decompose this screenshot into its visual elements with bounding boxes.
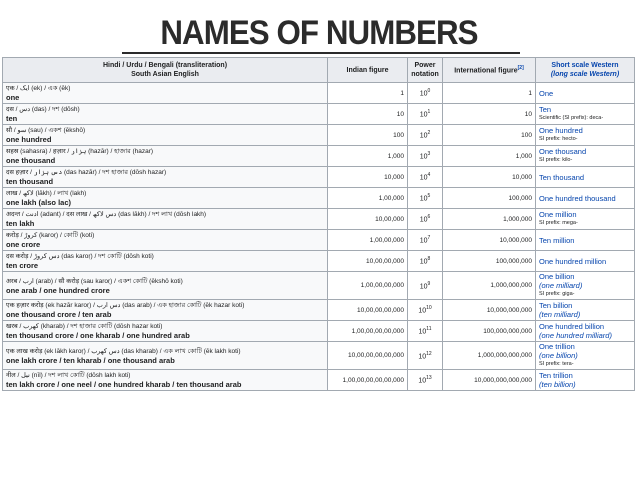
header-intl-label: International figure	[454, 67, 518, 75]
header-native-line1: Hindi / Urdu / Bengali (transliteration)	[102, 62, 228, 69]
power-notation	[408, 104, 443, 125]
short-scale-cell	[536, 342, 635, 370]
si-prefix-note: SI prefix: tera-	[539, 361, 574, 367]
native-name: एक लाख करोड़ (ek lākh karoṛ) / دس کھرب (das kharab) / এক লাখ কোটি (ēk lakh koti)	[6, 347, 241, 355]
header-native-line2: South Asian English	[131, 71, 199, 78]
native-name: लाख / لاکھ (lākh) / লাখ (lakh)	[6, 190, 87, 197]
native-name: अदन्त / ادنت (adant) / दस लाख / دس لاکھ (das lākh) / দশ লাখ (dōsh lakh)	[6, 211, 207, 218]
native-name: सौ / سو (sau) / একশ (ēkshō)	[6, 127, 86, 134]
international-figure: 1,000,000,000	[443, 272, 536, 300]
table-row	[3, 321, 635, 342]
power-base: 10	[418, 353, 427, 361]
short-scale-cell	[536, 125, 635, 146]
international-figure: 10	[443, 104, 536, 125]
short-scale-name[interactable]: One million	[539, 210, 577, 219]
power-notation	[408, 230, 443, 251]
international-figure: 1,000,000	[443, 209, 536, 230]
native-name: खरब / کھرب (kharab) / দশ হাজার কোটি (dōsh hazar koti)	[6, 323, 163, 330]
indian-figure: 10,000	[328, 167, 408, 188]
native-name-cell	[3, 83, 328, 104]
short-scale-name[interactable]: Ten billion	[539, 301, 573, 310]
power-notation	[408, 167, 443, 188]
indian-figure: 10,00,00,000	[328, 251, 408, 272]
english-name: one lakh (also lac)	[6, 198, 72, 207]
short-scale-cell	[536, 209, 635, 230]
power-base: 10	[419, 153, 428, 161]
short-scale-name[interactable]: One trillion	[539, 342, 575, 351]
short-scale-cell	[536, 146, 635, 167]
power-exponent: 13	[426, 375, 432, 382]
table-row	[3, 370, 635, 391]
short-scale-cell	[536, 300, 635, 321]
native-name-cell	[3, 321, 328, 342]
si-prefix-note: SI prefix: giga-	[539, 291, 575, 297]
long-scale-name[interactable]: (one hundred milliard)	[539, 331, 612, 340]
power-base: 10	[418, 328, 427, 336]
indian-figure: 10	[328, 104, 408, 125]
power-base: 10	[419, 237, 428, 245]
international-figure: 1,000	[443, 146, 536, 167]
power-notation	[408, 321, 443, 342]
si-prefix-note: Scientific (SI prefix): deca-	[539, 115, 604, 121]
short-scale-name[interactable]: One hundred million	[539, 256, 607, 266]
power-notation	[408, 146, 443, 167]
header-short-line2[interactable]: (long scale Western)	[550, 71, 620, 78]
indian-figure: 100	[328, 125, 408, 146]
short-scale-name[interactable]: One hundred thousand	[539, 193, 616, 203]
indian-figure: 10,00,00,00,000	[328, 300, 408, 321]
si-prefix-note: SI prefix: mega-	[539, 220, 578, 226]
short-scale-cell	[536, 104, 635, 125]
power-base: 10	[418, 377, 427, 385]
native-name: करोड़ / کروڑ (karoṛ) / কোটি (koti)	[6, 232, 95, 239]
english-name: ten	[6, 114, 18, 123]
short-scale-cell	[536, 167, 635, 188]
power-exponent: 9	[427, 280, 431, 287]
title-underline	[122, 52, 520, 54]
power-exponent: 12	[426, 350, 432, 357]
english-name: one thousand	[6, 156, 56, 165]
indian-figure: 1,000	[328, 146, 408, 167]
table-row	[3, 209, 635, 230]
table-row	[3, 251, 635, 272]
short-scale-cell	[536, 188, 635, 209]
header-intl-reference-link[interactable]: [2]	[517, 65, 524, 72]
header-power-line2: notation	[411, 71, 439, 78]
long-scale-name[interactable]: (one milliard)	[539, 281, 583, 290]
native-name: एक / ایک (ek) / এক (ēk)	[6, 85, 71, 92]
power-base: 10	[419, 283, 428, 291]
english-name: one crore	[6, 240, 41, 249]
english-name: ten thousand	[6, 177, 54, 186]
native-name-cell	[3, 209, 328, 230]
power-notation	[408, 188, 443, 209]
slide-title: NAMES OF NUMBERS	[160, 14, 478, 52]
indian-figure: 1,00,000	[328, 188, 408, 209]
power-notation	[408, 370, 443, 391]
international-figure: 10,000,000,000,000	[443, 370, 536, 391]
power-base: 10	[419, 258, 428, 266]
power-exponent: 8	[427, 256, 431, 263]
short-scale-cell	[536, 230, 635, 251]
power-notation	[408, 272, 443, 300]
short-scale-name[interactable]: One hundred	[539, 126, 583, 135]
indian-figure: 10,00,000	[328, 209, 408, 230]
table-row	[3, 300, 635, 321]
si-prefix-note: SI prefix: hecto-	[539, 136, 578, 142]
short-scale-name[interactable]: One hundred billion	[539, 322, 605, 331]
power-base: 10	[419, 174, 428, 182]
power-exponent: 1	[427, 109, 431, 116]
power-base: 10	[419, 111, 428, 119]
short-scale-name[interactable]: Ten million	[539, 235, 575, 245]
power-base: 10	[419, 132, 428, 140]
english-name: ten lakh crore / one neel / one hundred kharab / ten thousand arab	[6, 380, 242, 389]
international-figure: 100,000,000	[443, 251, 536, 272]
table-row	[3, 188, 635, 209]
table-row	[3, 104, 635, 125]
native-name: दस हज़ार / دس ہزار (das hazār) / দশ হাজার (dōsh hazar)	[6, 169, 167, 176]
table-header-row	[3, 58, 635, 83]
native-name-cell	[3, 146, 328, 167]
english-name: ten crore	[6, 261, 39, 270]
native-name-cell	[3, 125, 328, 146]
international-figure: 100,000,000,000	[443, 321, 536, 342]
power-base: 10	[419, 216, 428, 224]
header-power-line1: Power	[414, 62, 436, 69]
header-native	[3, 58, 328, 83]
international-figure: 1,000,000,000,000	[443, 342, 536, 370]
indian-figure: 1,00,00,00,00,000	[328, 321, 408, 342]
international-figure: 10,000,000,000	[443, 300, 536, 321]
indian-figure: 1	[328, 83, 408, 104]
power-exponent: 5	[427, 193, 431, 200]
native-name: अरब / ارب (arab) / सौ करोड़ (sau karoṛ) / একশ কোটি (ēkshō koti)	[6, 277, 183, 285]
short-scale-cell	[536, 251, 635, 272]
international-figure: 10,000	[443, 167, 536, 188]
native-name-cell	[3, 167, 328, 188]
short-scale-name[interactable]: One	[539, 88, 554, 98]
short-scale-name[interactable]: One thousand	[539, 147, 587, 156]
power-notation	[408, 209, 443, 230]
long-scale-name[interactable]: (one billion)	[539, 351, 578, 360]
short-scale-cell	[536, 370, 635, 391]
power-notation	[408, 125, 443, 146]
header-power-notation	[408, 58, 443, 83]
english-name: one	[6, 93, 20, 102]
native-name: दस करोड़ / دس کروڑ (das karoṛ) / দশ কোটি (dōsh koti)	[6, 253, 154, 260]
power-base: 10	[418, 307, 427, 315]
native-name: सहस्र (sahasra) / हज़ार / ہزار (hazār) / হাজার (hazar)	[6, 148, 154, 155]
power-base: 10	[419, 195, 428, 203]
native-name-cell	[3, 342, 328, 370]
native-name: दस / دس (das) / দশ (dōsh)	[6, 106, 80, 113]
native-name-cell	[3, 251, 328, 272]
power-notation	[408, 300, 443, 321]
native-name-cell	[3, 188, 328, 209]
short-scale-cell	[536, 272, 635, 300]
long-scale-name[interactable]: (ten billion)	[539, 380, 576, 389]
short-scale-cell	[536, 321, 635, 342]
english-name: one lakh crore / ten kharab / one thousand arab	[6, 355, 175, 365]
indian-figure: 1,00,00,00,00,00,000	[328, 370, 408, 391]
english-name: one arab / one hundred crore	[6, 285, 110, 295]
table-row	[3, 230, 635, 251]
native-name-cell	[3, 300, 328, 321]
table-row	[3, 125, 635, 146]
native-name-cell	[3, 230, 328, 251]
header-short-line1[interactable]: Short scale Western	[551, 62, 619, 69]
short-scale-name[interactable]: One billion	[539, 272, 575, 281]
english-name: one hundred	[6, 135, 52, 144]
short-scale-name[interactable]: Ten trillion	[539, 371, 573, 380]
power-notation	[408, 342, 443, 370]
native-name-cell	[3, 272, 328, 300]
long-scale-name[interactable]: (ten milliard)	[539, 310, 581, 319]
native-name: एक हज़ार करोड़ (ek hazār karoṛ) / دس ارب (das arab) / এক হাজার কোটি (ēk hazar koti)	[6, 302, 245, 309]
si-prefix-note: SI prefix: kilo-	[539, 157, 573, 163]
table-row	[3, 83, 635, 104]
header-international-figure	[443, 58, 536, 83]
native-name-cell	[3, 370, 328, 391]
english-name: one thousand crore / ten arab	[6, 310, 112, 319]
table-row	[3, 146, 635, 167]
short-scale-name[interactable]: Ten thousand	[539, 172, 585, 182]
power-exponent: 10	[426, 305, 432, 312]
header-indian-figure: Indian figure	[328, 58, 408, 83]
power-exponent: 2	[427, 130, 431, 137]
international-figure: 100	[443, 125, 536, 146]
english-name: ten lakh	[6, 219, 35, 228]
table-row	[3, 342, 635, 370]
header-short-scale	[536, 58, 635, 83]
power-exponent: 0	[427, 88, 431, 95]
international-figure: 1	[443, 83, 536, 104]
native-name: नील / نیل (nīl) / দশ লাখ কোটি (dōsh lakh koti)	[6, 372, 131, 379]
table-body	[3, 83, 635, 391]
power-exponent: 3	[427, 151, 431, 158]
power-exponent: 7	[427, 235, 431, 242]
short-scale-cell	[536, 83, 635, 104]
power-base: 10	[419, 90, 428, 98]
table-row	[3, 272, 635, 300]
indian-figure: 10,00,00,00,00,000	[328, 342, 408, 370]
power-exponent: 11	[426, 326, 432, 333]
short-scale-name[interactable]: Ten	[539, 105, 552, 114]
power-notation	[408, 83, 443, 104]
international-figure: 100,000	[443, 188, 536, 209]
power-exponent: 4	[427, 172, 431, 179]
power-notation	[408, 251, 443, 272]
native-name-cell	[3, 104, 328, 125]
indian-figure: 1,00,00,00,000	[328, 272, 408, 300]
english-name: ten thousand crore / one kharab / one hundred arab	[6, 331, 190, 340]
international-figure: 10,000,000	[443, 230, 536, 251]
indian-figure: 1,00,00,000	[328, 230, 408, 251]
table-row	[3, 167, 635, 188]
power-exponent: 6	[427, 214, 431, 221]
numbers-table	[2, 57, 635, 391]
